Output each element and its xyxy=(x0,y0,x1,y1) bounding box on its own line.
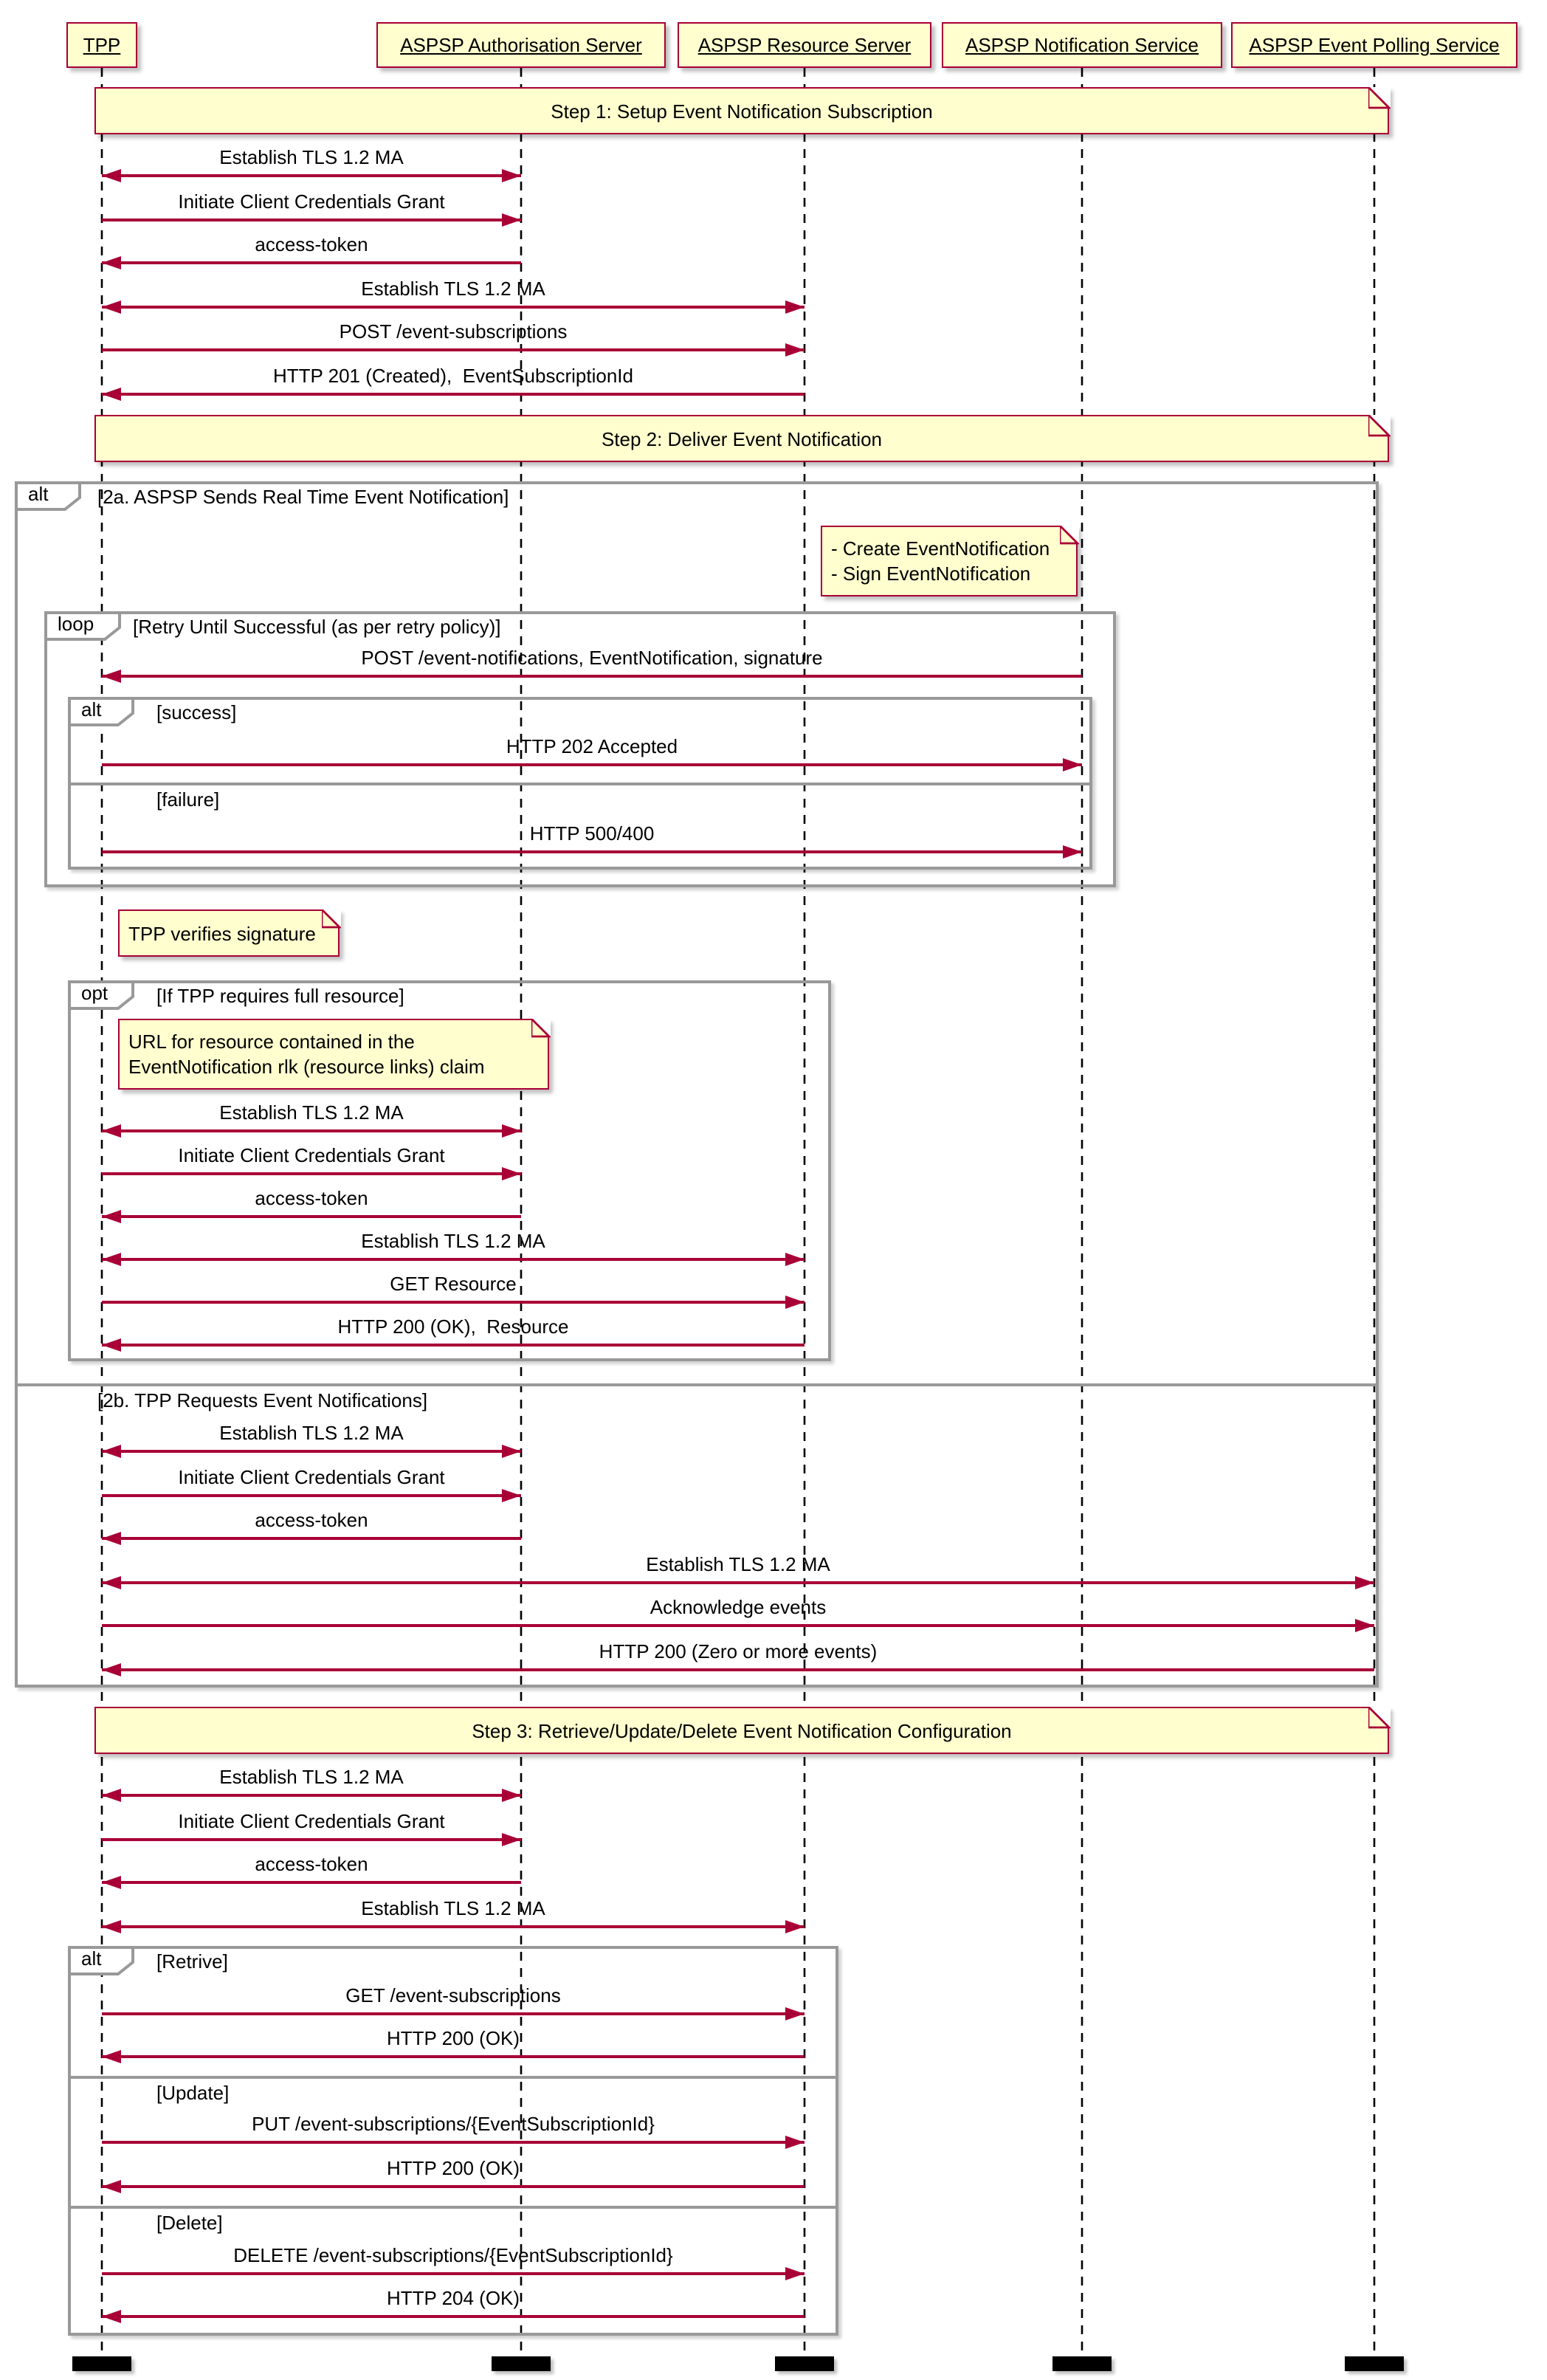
message-label: GET /event-subscriptions xyxy=(345,1984,561,2006)
fragment-tab xyxy=(68,980,136,1019)
message-label: HTTP 202 Accepted xyxy=(506,735,678,757)
fragment-divider xyxy=(68,783,1092,785)
note-fold-icon xyxy=(1368,414,1390,444)
arrowhead-icon xyxy=(502,1789,521,1802)
arrowhead-icon xyxy=(102,1789,121,1802)
fragment-else-label: [2b. TPP Requests Event Notifications] xyxy=(97,1389,428,1411)
fragment-tab-shape xyxy=(68,1946,136,1977)
fragment-condition: [2a. ASPSP Sends Real Time Event Notification] xyxy=(97,486,509,508)
message-label: Acknowledge events xyxy=(650,1596,827,1618)
lifeline-end-bar xyxy=(492,2356,551,2371)
arrowhead-icon xyxy=(102,256,121,269)
fragment-tab-label: loop xyxy=(58,613,94,635)
participant-box xyxy=(1231,22,1517,68)
fragment-condition: [Retrive] xyxy=(156,1950,228,1973)
fragment-divider xyxy=(68,2206,838,2209)
message-label: Establish TLS 1.2 MA xyxy=(219,146,404,168)
note-fold-icon xyxy=(1368,1706,1390,1736)
fragment-tab-label: opt xyxy=(81,982,108,1004)
fragment-condition: [If TPP requires full resource] xyxy=(156,985,404,1007)
fragment-condition: [Retry Until Successful (as per retry policy)] xyxy=(133,616,501,638)
arrowhead-icon xyxy=(502,213,521,227)
fragment-tab-label: alt xyxy=(81,1947,102,1970)
step-note xyxy=(94,87,1389,134)
message-label: access-token xyxy=(255,233,368,255)
fragment-tab-shape xyxy=(15,481,83,512)
step-note xyxy=(94,415,1389,462)
lifeline-end-bar xyxy=(72,2356,131,2371)
message-label: Establish TLS 1.2 MA xyxy=(361,278,545,300)
arrowhead-icon xyxy=(502,1833,521,1846)
arrowhead-icon xyxy=(785,1920,804,1933)
fragment-tab xyxy=(68,1946,136,1984)
arrowhead-icon xyxy=(102,169,121,182)
message-label: DELETE /event-subscriptions/{EventSubscriptionId} xyxy=(233,2244,673,2266)
note-fold-icon xyxy=(321,909,340,935)
participant-label: ASPSP Event Polling Service xyxy=(1249,34,1500,56)
lifeline-end-bar xyxy=(1345,2356,1404,2371)
note-fold-icon xyxy=(531,1018,550,1045)
note-line: EventNotification rlk (resource links) claim xyxy=(128,1056,485,1078)
message-label: POST /event-subscriptions xyxy=(339,320,568,343)
fragment-else-label: [Update] xyxy=(156,2082,230,2104)
message-label: Initiate Client Credentials Grant xyxy=(178,1144,445,1166)
message-label: HTTP 200 (OK) xyxy=(386,2157,520,2179)
step-note-label: Step 2: Deliver Event Notification xyxy=(601,427,883,450)
fragment-divider xyxy=(68,2076,838,2079)
message-label: POST /event-notifications, EventNotification, signature xyxy=(361,647,823,669)
message-label: access-token xyxy=(255,1509,368,1531)
message-label: Establish TLS 1.2 MA xyxy=(219,1101,404,1124)
message-label: access-token xyxy=(255,1853,368,1875)
participant-box xyxy=(942,22,1222,68)
note-line: URL for resource contained in the xyxy=(128,1031,415,1053)
participant-label: ASPSP Authorisation Server xyxy=(400,34,642,56)
message-label: HTTP 200 (OK) xyxy=(386,2027,520,2049)
arrowhead-icon xyxy=(102,300,121,314)
fragment-condition: [success] xyxy=(156,701,237,723)
participant-label: ASPSP Notification Service xyxy=(965,34,1199,56)
fragment-divider xyxy=(15,1383,1379,1386)
note xyxy=(118,1019,549,1090)
participant-box xyxy=(376,22,666,68)
fragment-else-label: [failure] xyxy=(156,788,220,811)
note xyxy=(821,526,1078,596)
message-label: Establish TLS 1.2 MA xyxy=(646,1553,830,1575)
arrowhead-icon xyxy=(785,343,804,357)
message-label: access-token xyxy=(255,1187,368,1209)
arrowhead-icon xyxy=(102,1920,121,1933)
step-note-label: Step 1: Setup Event Notification Subscription xyxy=(551,100,933,122)
message-label: Initiate Client Credentials Grant xyxy=(178,190,445,213)
fragment-else-label: [Delete] xyxy=(156,2212,223,2234)
note-line: - Sign EventNotification xyxy=(831,563,1031,585)
arrowhead-icon xyxy=(785,300,804,314)
message-label: Establish TLS 1.2 MA xyxy=(361,1230,545,1252)
step-note-label: Step 3: Retrieve/Update/Delete Event Notification Configuration xyxy=(472,1719,1012,1741)
message-label: Establish TLS 1.2 MA xyxy=(361,1897,545,1919)
lifeline-end-bar xyxy=(775,2356,834,2371)
participant-label: ASPSP Resource Server xyxy=(697,34,912,56)
fragment-tab-label: alt xyxy=(28,483,49,505)
arrowhead-icon xyxy=(502,169,521,182)
fragment-tab-label: alt xyxy=(81,698,102,720)
message-label: HTTP 200 (Zero or more events) xyxy=(599,1640,878,1662)
message-label: HTTP 204 (OK) xyxy=(386,2287,520,2309)
arrowhead-icon xyxy=(102,388,121,401)
message-label: Initiate Client Credentials Grant xyxy=(178,1810,445,1832)
message-label: Initiate Client Credentials Grant xyxy=(178,1466,445,1488)
participant-label: TPP xyxy=(83,34,121,56)
participant-box xyxy=(66,22,137,68)
note xyxy=(118,909,340,957)
fragment-tab xyxy=(68,697,136,735)
message-label: GET Resource xyxy=(390,1273,517,1295)
note-line: - Create EventNotification xyxy=(831,537,1050,560)
message-label: HTTP 500/400 xyxy=(529,822,655,845)
participant-box xyxy=(678,22,931,68)
fragment-tab xyxy=(44,611,123,650)
note-fold-icon xyxy=(1368,86,1390,116)
message-label: Establish TLS 1.2 MA xyxy=(219,1766,404,1788)
fragment-tab xyxy=(15,481,83,520)
lifeline-end-bar xyxy=(1052,2356,1112,2371)
note-fold-icon xyxy=(1059,525,1078,551)
message-label: HTTP 201 (Created), EventSubscriptionId xyxy=(273,365,633,387)
note-line: TPP verifies signature xyxy=(128,922,316,944)
message-label: PUT /event-subscriptions/{EventSubscriptionId} xyxy=(252,2113,655,2135)
message-label: HTTP 200 (OK), Resource xyxy=(337,1315,569,1338)
arrowhead-icon xyxy=(102,1876,121,1889)
step-note xyxy=(94,1707,1389,1754)
fragment-tab-shape xyxy=(68,697,136,728)
message-label: Establish TLS 1.2 MA xyxy=(219,1422,404,1444)
